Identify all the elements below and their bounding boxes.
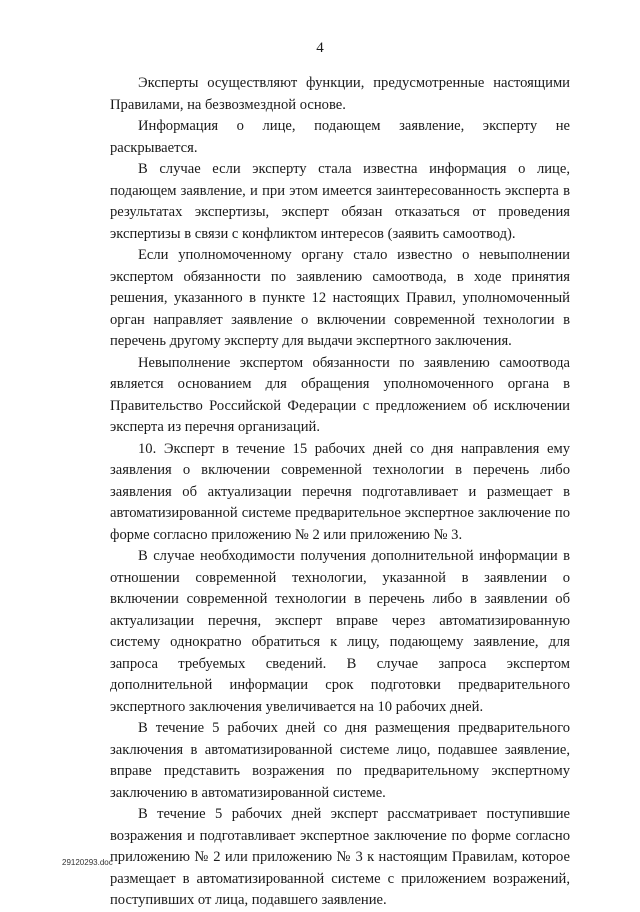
paragraph: Невыполнение экспертом обязанности по заявлению самоотвода является основанием для обращения уполномоченного органа в Правительство Российской Федерации с предложением об исключении эксперта из перечня организаций. [110, 354, 570, 435]
paragraph: В течение 5 рабочих дней эксперт рассматривает поступившие возражения и подготавливает экспертное заключение по форме согласно приложению № 2 или приложению № 3 к настоящим Правилам, которое размещает в автоматизированной системе с приложением возражений, поступивших от лица, подавшего заявление. [110, 806, 570, 908]
paragraph: Эксперты осуществляют функции, предусмотренные настоящими Правилами, на безвозмездной основе. [110, 75, 570, 113]
paragraph: В течение 5 рабочих дней со дня размещения предварительного заключения в автоматизированной системе лицо, подавшее заявление, вправе представить возражения по предварительному экспертному заключению в автоматизированной системе. [110, 720, 570, 801]
page-number: 4 [316, 40, 324, 56]
paragraph: В случае если эксперту стала известна информация о лице, подающем заявление, и при этом имеется заинтересованность эксперта в результатах экспертизы, эксперт обязан отказаться от проведения экспертизы в связи с конфликтом интересов (заявить самоотвод). [110, 161, 570, 242]
file-name-footer: 29120293.doc [62, 858, 113, 867]
paragraph: В случае необходимости получения дополнительной информации в отношении современной технологии, указанной в заявлении о включении современной технологии в перечень либо в заявлении об актуализации перечня, эксперт вправе через автоматизированную систему однократно обратиться к лицу, подающему заявление, для запроса требуемых сведений. В случае запроса экспертом дополнительной информации срок подготовки предварительного экспертного заключения увеличивается на 10 рабочих дней. [110, 548, 570, 715]
paragraph: Информация о лице, подающем заявление, эксперту не раскрывается. [110, 118, 570, 156]
paragraph-clause-10: 10. Эксперт в течение 15 рабочих дней со дня направления ему заявления о включении современной технологии в перечень либо заявления об актуализации перечня подготавливает и размещает в автоматизированной системе предварительное экспертное заключение по форме согласно приложению № 2 или приложению № 3. [110, 440, 570, 543]
paragraph: Если уполномоченному органу стало известно о невыполнении экспертом обязанности по заявлению самоотвода, в ходе принятия решения, указанного в пункте 12 настоящих Правил, уполномоченный орган направляет заявление о включении современной технологии в перечень другому эксперту для выдачи экспертного заключения. [110, 247, 570, 349]
document-body [110, 73, 570, 912]
